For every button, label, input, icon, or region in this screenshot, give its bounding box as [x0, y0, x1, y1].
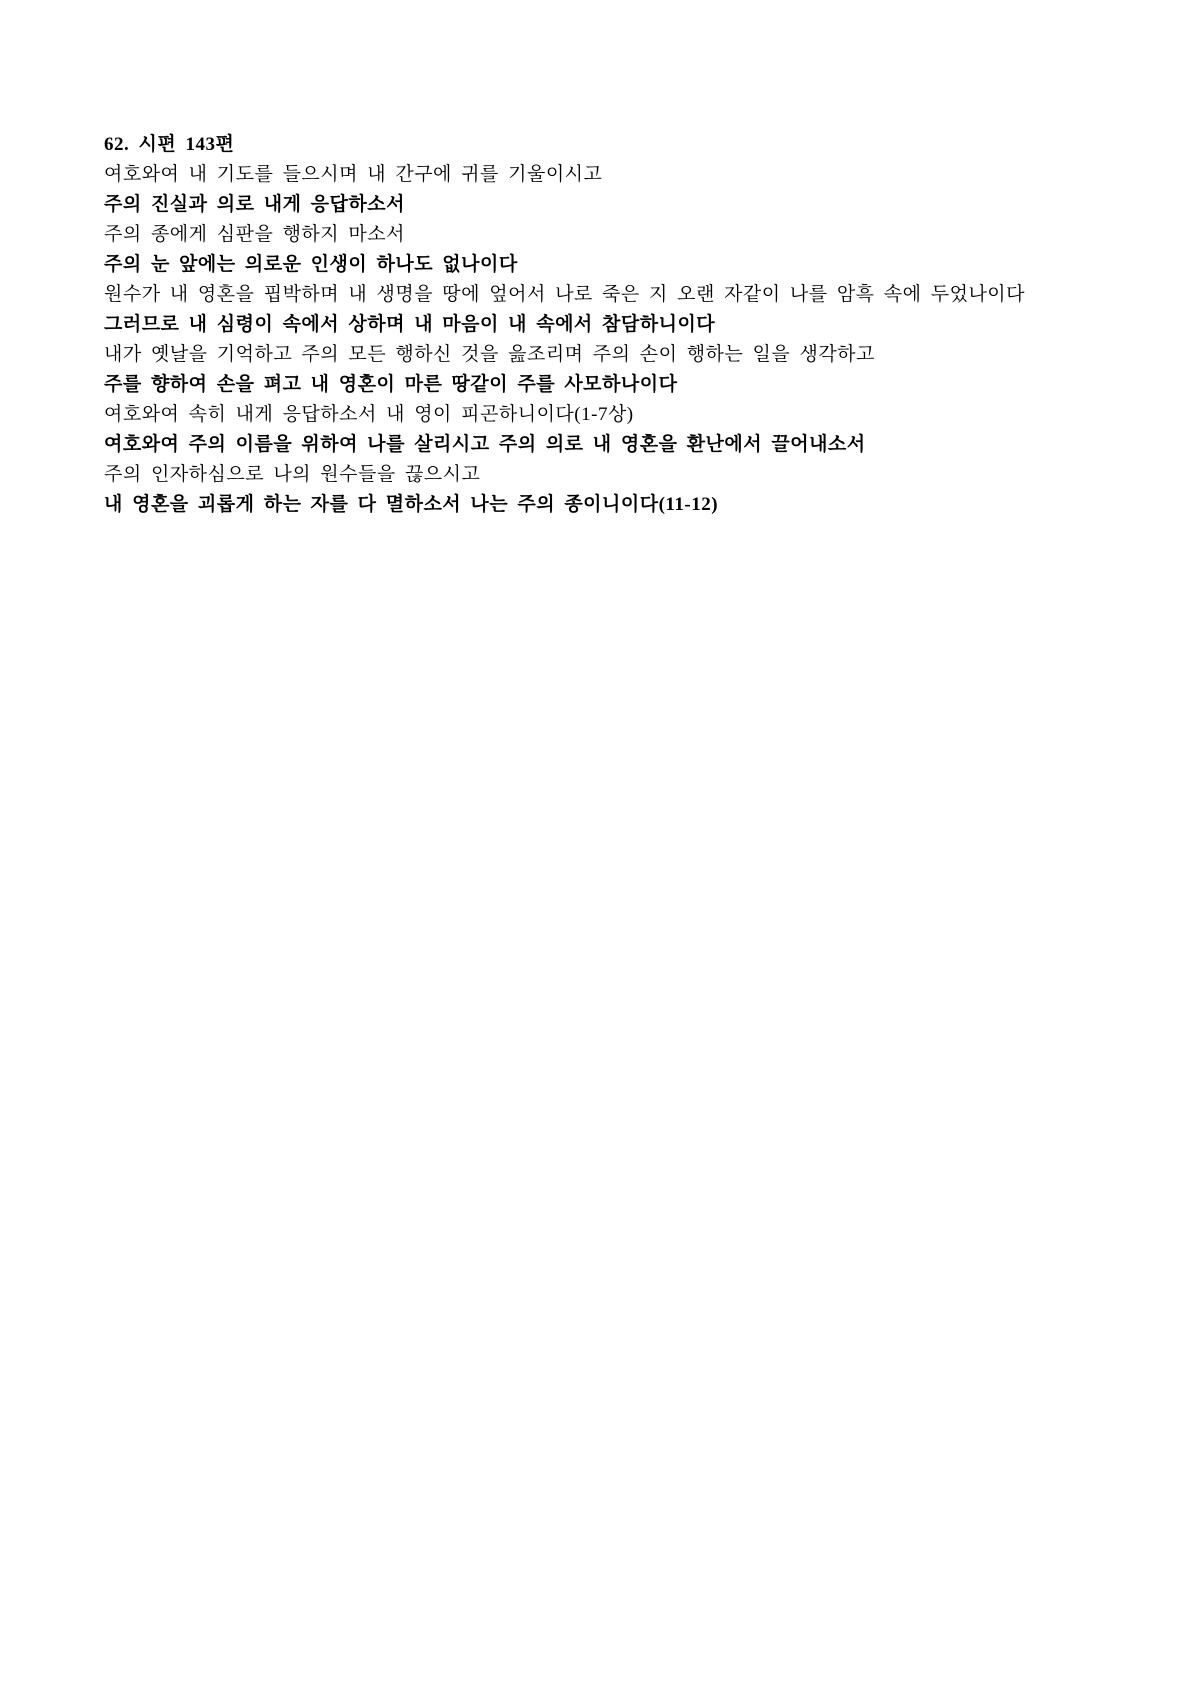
document-line: 여호와여 내 기도를 들으시며 내 간구에 귀를 기울이시고 [104, 164, 603, 185]
document-line: 주를 향하여 손을 펴고 내 영혼이 마른 땅같이 주를 사모하나이다 [104, 374, 678, 395]
document-body [104, 130, 1100, 520]
document-line: 원수가 내 영혼을 핍박하며 내 생명을 땅에 엎어서 나로 죽은 지 오랜 자같이 나를 암흑 속에 두었나이다 [104, 284, 1026, 305]
document-line: 여호와여 주의 이름을 위하여 나를 살리시고 주의 의로 내 영혼을 환난에서 끌어내소서 [104, 434, 866, 455]
document-line: 주의 진실과 의로 내게 응답하소서 [104, 194, 405, 215]
document-line: 내 영혼을 괴롭게 하는 자를 다 멸하소서 나는 주의 종이니이다(11-12) [104, 494, 719, 515]
document-heading: 62. 시편 143편 [104, 134, 235, 155]
document-line: 주의 종에게 심판을 행하지 마소서 [104, 224, 405, 245]
document-line: 그러므로 내 심령이 속에서 상하며 내 마음이 내 속에서 참담하니이다 [104, 314, 716, 335]
document-line: 주의 인자하심으로 나의 원수들을 끊으시고 [104, 464, 481, 485]
document-line: 여호와여 속히 내게 응답하소서 내 영이 피곤하니이다(1-7상) [104, 404, 634, 425]
document-line: 주의 눈 앞에는 의로운 인생이 하나도 없나이다 [104, 254, 518, 275]
document-line: 내가 옛날을 기억하고 주의 모든 행하신 것을 읊조리며 주의 손이 행하는 일을 생각하고 [104, 344, 875, 365]
